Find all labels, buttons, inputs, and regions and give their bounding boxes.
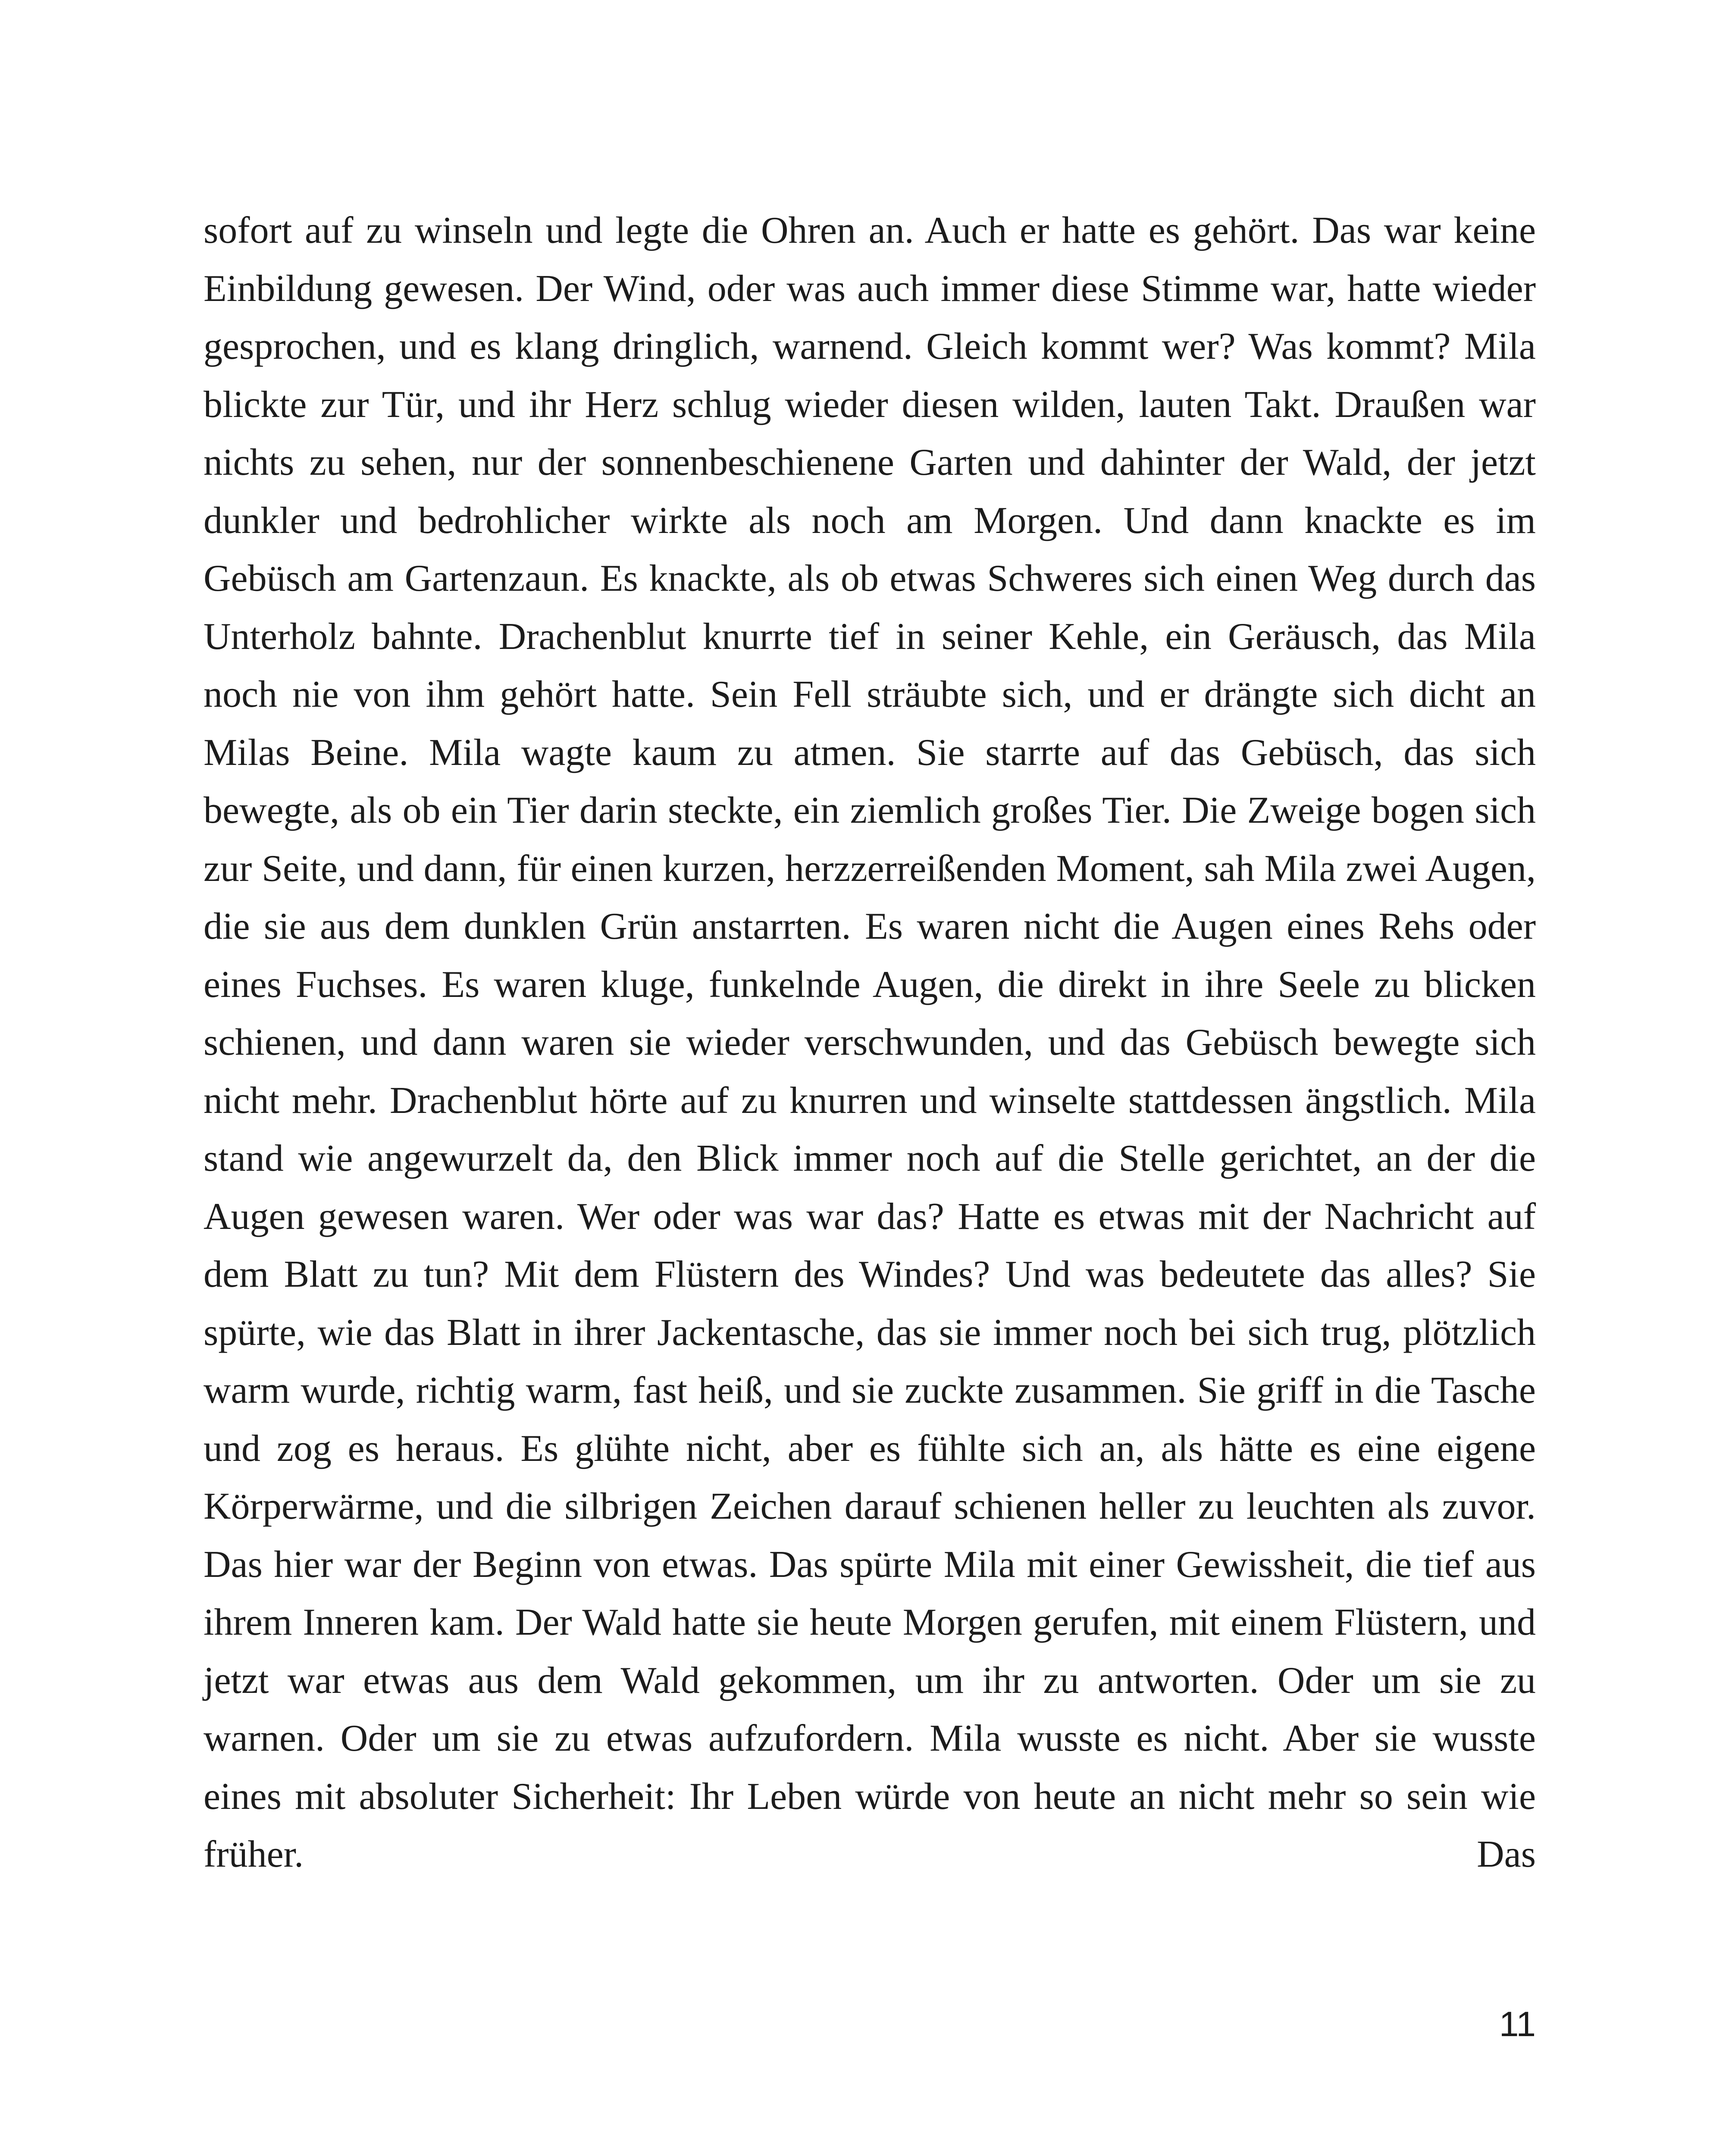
page-number: 11 [1499,2005,1536,2044]
body-paragraph: sofort auf zu winseln und legte die Ohren an. Auch er hatte es gehört. Das war keine Einbildung gewesen. Der Wind, oder was auch immer diese Stimme war, hatte wieder gesprochen, und es klang dringlich, warnend. Gleich kommt wer? Was kommt? Mila blickte zur Tür, und ihr Herz schlug wieder diesen wilden, lauten Takt. Draußen war nichts zu sehen, nur der sonnenbeschienene Garten und dahinter der Wald, der jetzt dunkler und bedrohlicher wirkte als noch am Morgen. Und dann knackte es im Gebüsch am Gartenzaun. Es knackte, als ob etwas Schweres sich einen Weg durch das Unterholz bahnte. Drachenblut knurrte tief in seiner Kehle, ein Geräusch, das Mila noch nie von ihm gehört hatte. Sein Fell sträubte sich, und er drängte sich dicht an Milas Beine. Mila wagte kaum zu atmen. Sie starrte auf das Gebüsch, das sich bewegte, als ob ein Tier darin steckte, ein ziemlich großes Tier. Die Zweige bogen sich zur Seite, und dann, für einen kurzen, herzzerreißenden Moment, sah Mila zwei Augen, die sie aus dem dunklen Grün anstarrten. Es waren nicht die Augen eines Rehs oder eines Fuchses. Es waren kluge, funkelnde Augen, die direkt in ihre Seele zu blicken schienen, und dann waren sie wieder verschwunden, und das Gebüsch bewegte sich nicht mehr. Drachenblut hörte auf zu knurren und winselte stattdessen ängstlich. Mila stand wie angewurzelt da, den Blick immer noch auf die Stelle gerichtet, an der die Augen gewesen waren. Wer oder was war das? Hatte es etwas mit der Nachricht auf dem Blatt zu tun? Mit dem Flüstern des Windes? Und was bedeutete das alles? Sie spürte, wie das Blatt in ihrer Jackentasche, das sie immer noch bei sich trug, plötzlich warm wurde, richtig warm, fast heiß, und sie zuckte zusammen. Sie griff in die Tasche und zog es heraus. Es glühte nicht, aber es fühlte sich an, als hätte es eine eigene Körperwärme, und die silbrigen Zeichen darauf schienen heller zu leuchten als zuvor. Das hier war der Beginn von etwas. Das spürte Mila mit einer Gewissheit, die tief aus ihrem Inneren kam. Der Wald hatte sie heute Morgen gerufen, mit einem Flüstern, und jetzt war etwas aus dem Wald gekommen, um ihr zu antworten. Oder um sie zu warnen. Oder um sie zu etwas aufzufordern. Mila wusste es nicht. Aber sie wusste eines mit absoluter Sicherheit: Ihr Leben würde von heute an nicht mehr so sein wie früher. Das [204,210,1536,1875]
